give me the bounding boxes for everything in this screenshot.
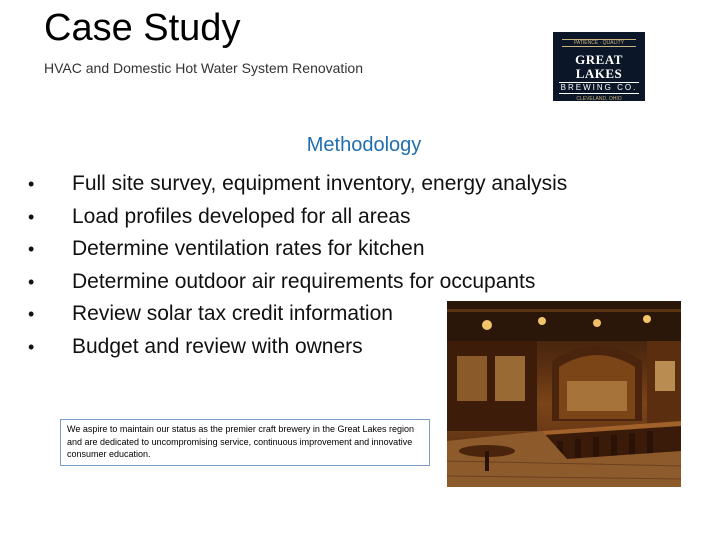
great-lakes-logo xyxy=(553,32,645,101)
list-item-text: Full site survey, equipment inventory, energy analysis xyxy=(72,172,568,195)
logo-main-text: GREAT LAKES xyxy=(575,52,623,81)
list-item-text: Determine outdoor air requirements for occupants xyxy=(72,269,536,293)
slide-subtitle: HVAC and Domestic Hot Water System Renovation xyxy=(44,60,364,76)
mission-statement-text: We aspire to maintain our status as the premier craft brewery in the Great Lakes region and are dedicated to uncompromising service, continuous improvement and innovative consumer education. xyxy=(67,424,414,459)
bullet-icon: • xyxy=(28,239,35,259)
list-item xyxy=(28,233,567,266)
list-item xyxy=(28,201,567,234)
logo-sub-text: BREWING CO. xyxy=(560,83,638,92)
slide-title: Case Study xyxy=(44,7,241,49)
bar-interior-illustration xyxy=(447,301,681,487)
list-item-text: Determine ventilation rates for kitchen xyxy=(72,237,425,260)
logo-location-text: CLEVELAND, OHIO xyxy=(576,96,622,101)
list-item-text: Review solar tax credit information xyxy=(72,302,393,325)
logo-banner: PATIENCE · QUALITY xyxy=(562,39,636,47)
bullet-icon: • xyxy=(28,206,35,227)
bullet-icon: • xyxy=(28,174,35,194)
bar-interior-photo xyxy=(447,301,681,487)
list-item-text: Load profiles developed for all areas xyxy=(72,204,411,228)
bullet-icon: • xyxy=(28,304,35,324)
mission-statement-box xyxy=(60,419,430,466)
bullet-icon: • xyxy=(28,271,35,292)
section-heading xyxy=(0,134,728,157)
section-heading-text: Methodology xyxy=(306,134,422,156)
bullet-icon: • xyxy=(28,336,35,357)
list-item xyxy=(28,168,567,201)
list-item xyxy=(28,266,567,299)
list-item-text: Budget and review with owners xyxy=(72,334,363,358)
